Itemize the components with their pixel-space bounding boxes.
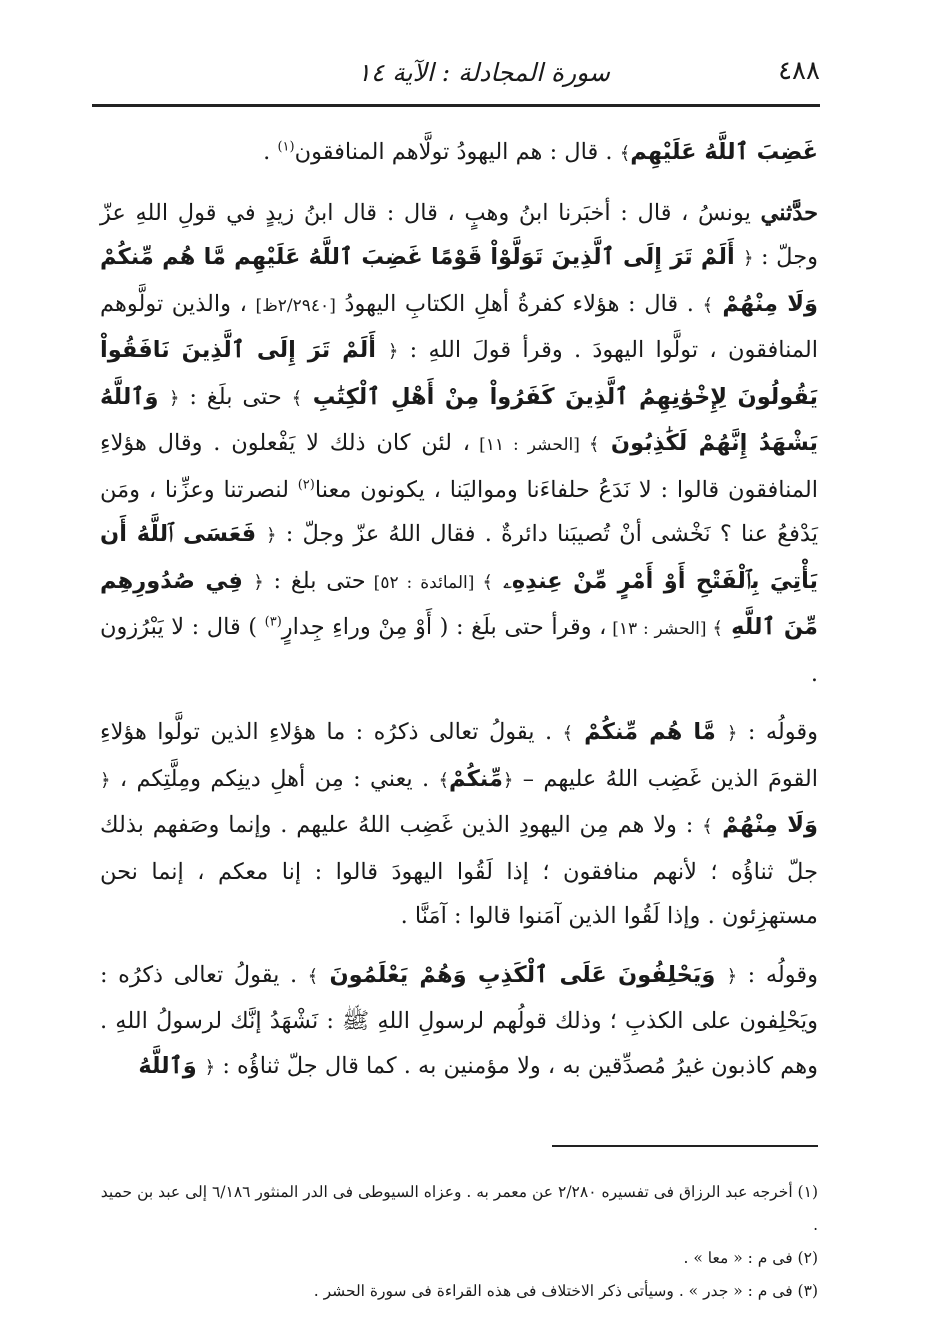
quran-bracket: ﴾ [291, 387, 303, 409]
quran-bracket: ﴾ [702, 816, 713, 837]
text-run: حتى بلَغ : [179, 383, 292, 410]
quran-bracket: ﴿ [726, 965, 738, 987]
citation: [الحشر : ١١] [470, 435, 589, 455]
text-run: . قال : هؤلاء كفرةُ أهلِ الكتابِ اليهودُ [335, 290, 703, 317]
footnotes [100, 1176, 818, 1308]
quran-text: وَيَحْلِفُونَ عَلَى ٱلْكَذِبِ وَهُمْ يَعْلَمُونَ [318, 961, 727, 988]
quran-text: مَّا هُم مِّنكُمْ [573, 719, 727, 745]
header-rule [92, 104, 820, 107]
quran-text: وَٱللَّهُ [138, 1052, 205, 1079]
footnote-1: (١) أخرجه عبد الرزاق فى تفسيره ٢/٢٨٠ عن معمر به . وعزاه السيوطى فى الدر المنثور ٦/١٨٦ إلى عبد بن حميد . [100, 1183, 818, 1234]
citation: [٢/٢٩٤٠ظ] [255, 295, 336, 316]
quran-bracket: ﴾ [702, 294, 714, 316]
quran-bracket: ﴿ [168, 387, 180, 409]
text-run: . يقولُ تعالى ذكرُه : ما هؤلاءِ الذين تولَّوا هؤلاءِ القومَ الذين غَضِب اللهُ عليهم – [100, 719, 819, 792]
paragraph-2 [100, 191, 818, 697]
quran-bracket: ﴾ [712, 618, 723, 639]
paragraph-4 [100, 953, 818, 1091]
text-run: لنصرتنا وعزِّنا ، ومَن يَدْفعُ عنا ؟ نَخْشى أنْ تُصيبَنا دائرةٌ . فقال اللهُ عزّ وجلّ : [100, 476, 818, 547]
quran-bracket: ﴿ [265, 525, 277, 546]
paragraph-3 [100, 710, 818, 939]
footnote-3: (٣) فى م : « جدر » . وسيأتى ذكر الاختلاف فى هذه القراءة فى سورة الحشر . [313, 1282, 818, 1300]
running-title: سورة المجادلة : الآية ١٤ [357, 58, 610, 87]
text-run: . يعني : مِن أهلِ دينِكم ومِلَّتِكم ، [110, 765, 439, 792]
quran-bracket: ﴾ [482, 571, 493, 593]
paragraph-1 [100, 130, 818, 177]
quran-text: غَضِبَ ٱللَّهُ عَلَيْهِم [630, 139, 818, 165]
citation: [الحشر : ١٣] [606, 619, 713, 639]
quran-bracket: ﴾ [438, 769, 450, 791]
text-run: ) قال : لا يَبْرُزون . [100, 614, 818, 687]
quran-text: وَلَا مِنْهُمْ [712, 812, 818, 838]
quran-bracket: ﴾ [619, 143, 631, 164]
footnote-ref: (٣) [264, 614, 282, 630]
footnote-ref: (٢) [297, 477, 315, 492]
quran-bracket: ﴿ [502, 769, 514, 791]
text-run: حتى بلغ : [263, 567, 366, 594]
citation: [المائدة : ٥٢] [365, 572, 483, 593]
footnote-ref: (١) [277, 139, 295, 155]
text-run: . [263, 139, 278, 165]
text-run: ، وقرأ حتى بلَغ : ( أَوْ مِنْ وراءِ جِدارٍ [281, 614, 607, 640]
text-run: وقولُه : [737, 719, 818, 745]
text-run: . قال : هم اليهودُ تولَّاهم المنافقون [294, 139, 620, 165]
text-run: وقولُه : [737, 961, 818, 988]
quran-bracket: ﴾ [307, 965, 319, 987]
quran-text: فِي صُدُورِهِم مِّنَ ٱللَّهِ [100, 567, 818, 640]
page-header [92, 52, 820, 102]
text-run: : ولا هم مِن اليهودِ الذين غَضِب اللهُ عليهم . وإنما وصَفهم بذلك جلّ ثناؤُه ؛ لأنهم منافقون ؛ إذا لَقُوا اليهودَ قالوا : إنا معكم ، إنما نحن مستهزِئون . وإذا لَقُوا الذين آمَنوا قالوا : آمَنَّا . [100, 812, 818, 929]
text-run: . يقولُ تعالى ذكرُه : ويَحْلِفون على الكذبِ ؛ وذلك قولُهم لرسولِ اللهِ ﷺ : نَشْهَدُ إنَّك لرسولُ اللهِ . وهم كاذبون غيرُ مُصدِّقين به ، ولا مؤمنين به . كما قال جلّ ثناؤُه : [100, 961, 818, 1079]
quran-bracket: ﴾ [588, 434, 600, 455]
lead-word: حدَّثني [760, 199, 818, 226]
quran-text: فَعَسَى ٱللَّهُ أَن يَأْتِيَ بِٱلْفَتْحِ أَوْ أَمْرٍ مِّنْ عِندِهِۦ [100, 521, 818, 594]
quran-bracket: ﴿ [253, 571, 264, 593]
text-run: ، لئن كان ذلك لا يَفْعلون . وقال هؤلاءِ المنافقون قالوا : لا نَدَعُ حلفاءَنا ومواليَنا ، يكونون معنا [100, 430, 818, 503]
footnote-rule [552, 1145, 818, 1147]
quran-bracket: ﴿ [204, 1056, 216, 1078]
footnote-2: (٢) فى م : « معا » . [683, 1249, 818, 1267]
page-number: ٤٨٨ [778, 56, 820, 86]
quran-bracket: ﴿ [726, 723, 738, 744]
quran-text: أَلَمْ تَرَ إِلَى ٱلَّذِينَ تَوَلَّوْاْ قَوْمًا غَضِبَ ٱللَّهُ عَلَيْهِم مَّا هُم مِّنكُمْ وَلَا مِنْهُمْ [100, 244, 818, 317]
text-run: ، والذين تولَّوهم المنافقون ، تولَّوا اليهودَ . وقرأ قولَ اللهِ : [100, 290, 818, 363]
text-run: يونسُ ، قال : أخبَرنا ابنُ وهبٍ ، قال : قال ابنُ زيدٍ في قولِ اللهِ عزّ وجلّ : [100, 199, 818, 270]
quran-text: مِّنكُمْ [449, 765, 503, 792]
quran-text: وَٱللَّهُ يَشْهَدُ إِنَّهُمْ لَكَٰذِبُونَ [100, 383, 818, 456]
quran-text: أَلَمْ تَرَ إِلَى ٱلَّذِينَ نَافَقُواْ يَقُولُونَ لِإِخْوَٰنِهِمُ ٱلَّذِينَ كَفَرُواْ مِنْ أَهْلِ ٱلْكِتَٰبِ [100, 337, 819, 410]
quran-bracket: ﴿ [387, 341, 399, 362]
quran-bracket: ﴿ [100, 769, 111, 791]
main-text [100, 130, 818, 1090]
quran-bracket: ﴾ [562, 723, 574, 744]
quran-bracket: ﴿ [742, 248, 754, 269]
